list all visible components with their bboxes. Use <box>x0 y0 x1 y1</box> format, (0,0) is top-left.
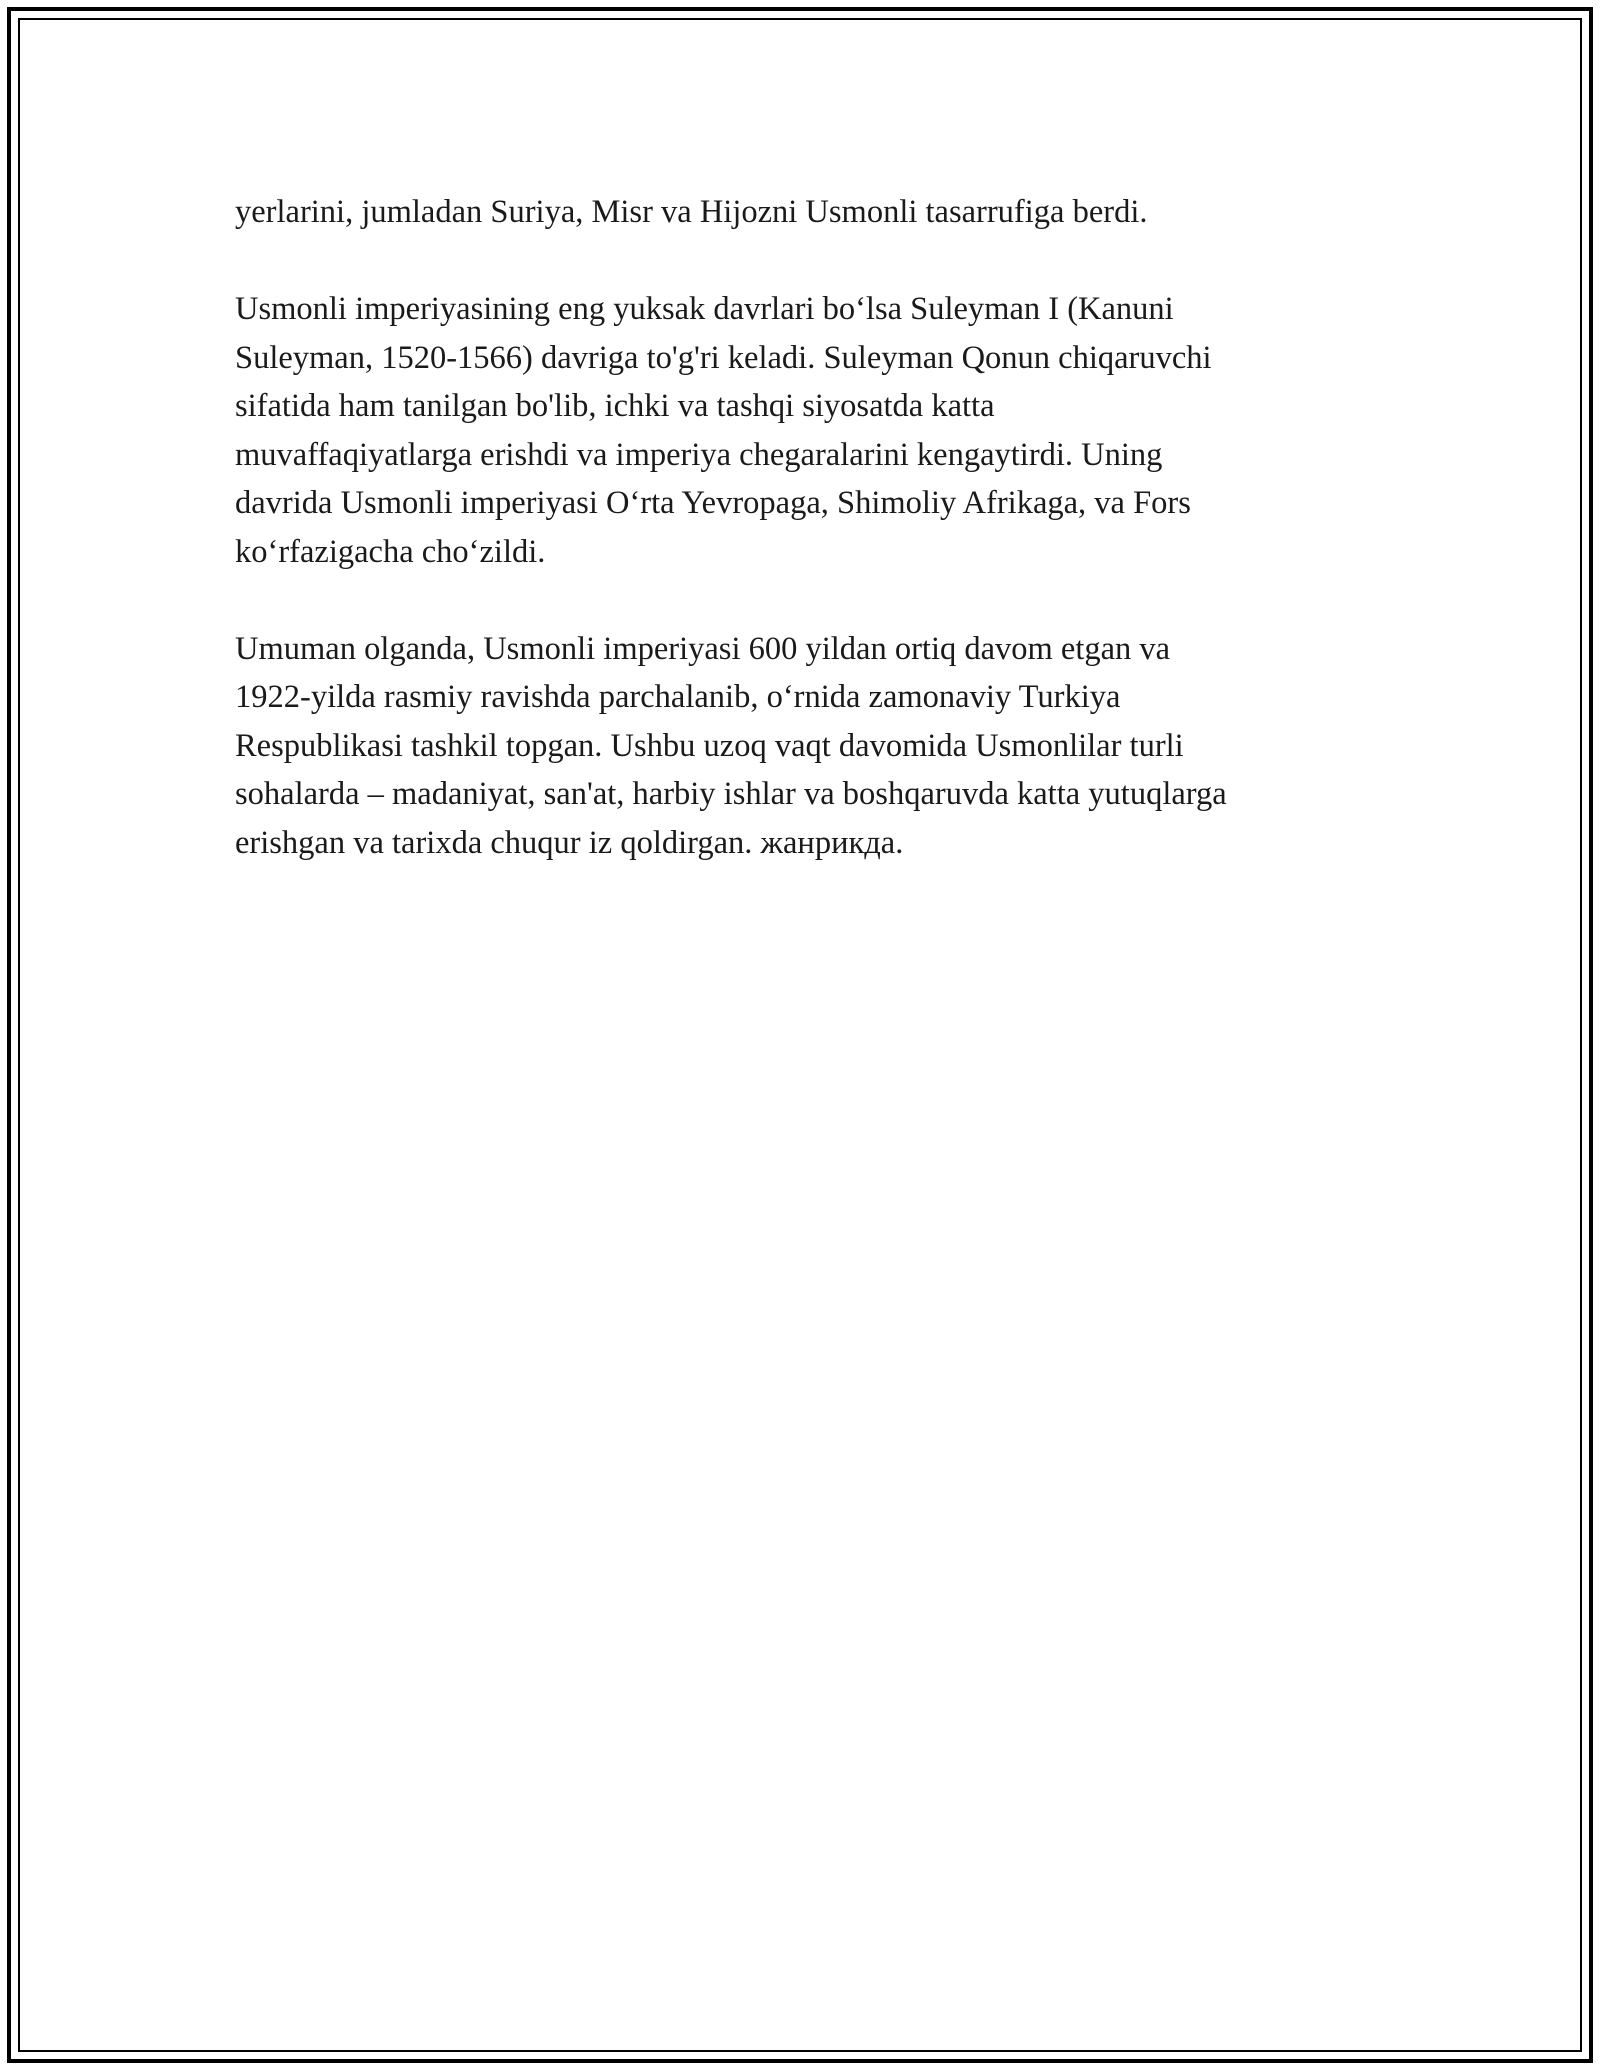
text-line: Umuman olganda, Usmonli imperiyasi 600 yildan ortiq davom etgan va <box>235 630 1171 667</box>
text-line: sohalarda – madaniyat, san'at, harbiy ishlar va boshqaruvda katta yutuqlarga <box>235 776 1227 812</box>
text-line: Respublikasi tashkil topgan. Ushbu uzoq vaqt davomida Usmonlilar turli <box>235 727 1184 764</box>
text-line: 1922-yilda rasmiy ravishda parchalanib, o‘rnida zamonaviy Turkiya <box>235 679 1121 715</box>
text-line: muvaffaqiyatlarga erishdi va imperiya chegaralarini kengaytirdi. Uning <box>235 436 1163 473</box>
document-body <box>235 188 1395 916</box>
paragraph-3 <box>235 625 1395 868</box>
text-line: ko‘rfazigacha cho‘zildi. <box>235 533 546 570</box>
text-line: davrida Usmonli imperiyasi O‘rta Yevropaga, Shimoliy Afrikaga, va Fors <box>235 485 1191 521</box>
text-line: sifatida ham tanilgan bo'lib, ichki va tashqi siyosatda katta <box>235 388 995 424</box>
text-line: yerlarini, jumladan Suriya, Misr va Hijozni Usmonli tasarrufiga berdi. <box>235 194 1148 230</box>
text-line: erishgan va tarixda chuqur iz qoldirgan. жанрикда. <box>235 824 904 861</box>
paragraph-1 <box>235 188 1395 237</box>
paragraph-2 <box>235 285 1395 576</box>
text-line: Suleyman, 1520-1566) davriga to'g'ri keladi. Suleyman Qonun chiqaruvchi <box>235 339 1212 376</box>
text-line: Usmonli imperiyasining eng yuksak davrlari bo‘lsa Suleyman I (Kanuni <box>235 291 1174 327</box>
